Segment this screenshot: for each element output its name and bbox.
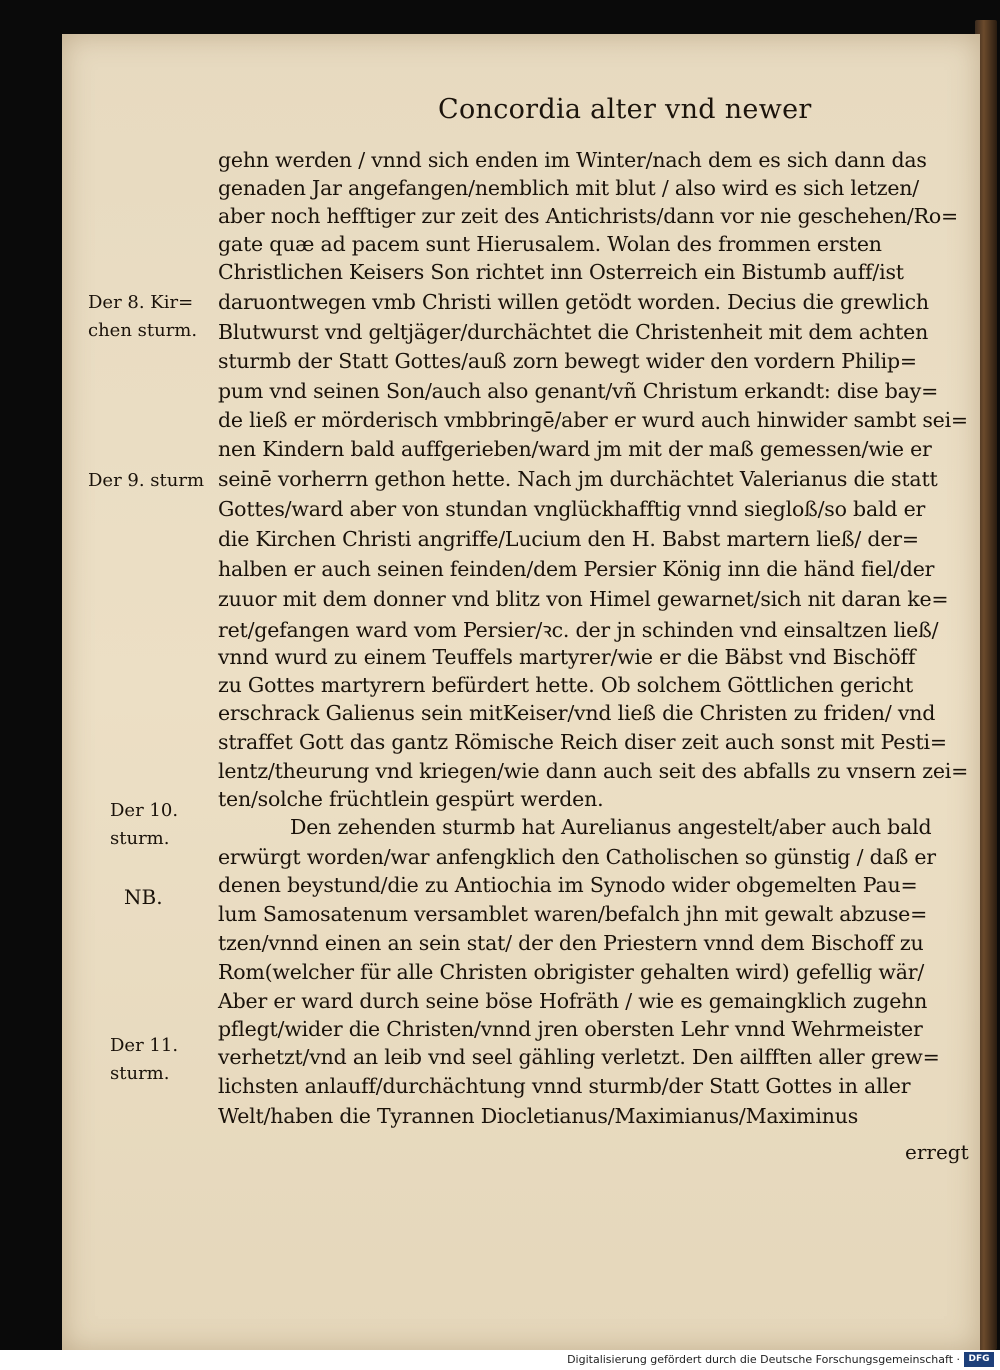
margin-note: sturm.	[110, 828, 170, 849]
text-line: lum Samosatenum versamblet waren/befalch jhn mit gewalt abzuse=	[218, 902, 928, 926]
text-line: pflegt/wider die Christen/vnnd jren obersten Lehr vnnd Wehrmeister	[218, 1017, 923, 1041]
text-line: zu Gottes martyrern befürdert hette. Ob solchem Göttlichen gericht	[218, 673, 914, 697]
text-line: zuuor mit dem donner vnd blitz von Himel gewarnet/sich nit daran ke=	[218, 587, 949, 611]
text-line: aber noch hefftiger zur zeit des Antichrists/dann vor nie geschehen/Ro=	[218, 204, 958, 228]
dfg-logo: DFG	[964, 1352, 994, 1367]
text-line: de ließ er mörderisch vmbbringē/aber er wurd auch hinwider sambt sei=	[218, 408, 968, 432]
running-head: Concordia alter vnd newer	[438, 94, 812, 125]
text-line: gehn werden / vnnd sich enden im Winter/nach dem es sich dann das	[218, 148, 927, 172]
text-line: tzen/vnnd einen an sein stat/ der den Priestern vnnd dem Bischoff zu	[218, 931, 924, 955]
text-line: Christlichen Keisers Son richtet inn Osterreich ein Bistumb auff/ist	[218, 260, 904, 284]
text-line: pum vnd seinen Son/auch also genant/vñ Christum erkandt: dise bay=	[218, 379, 939, 403]
margin-note: Der 9. sturm	[88, 470, 205, 491]
text-line: Aber er ward durch seine böse Hofräth / wie es gemaingklich zugehn	[218, 989, 928, 1013]
text-line: die Kirchen Christi angriffe/Lucium den H. Babst martern ließ/ der=	[218, 527, 919, 551]
text-line: erwürgt worden/war anfengklich den Catholischen so günstig / daß er	[218, 845, 936, 869]
text-line: sturmb der Statt Gottes/auß zorn bewegt wider den vordern Philip=	[218, 349, 917, 373]
text-line: gate quæ ad pacem sunt Hierusalem. Wolan des frommen ersten	[218, 232, 882, 256]
text-line: Den zehenden sturmb hat Aurelianus angestelt/aber auch bald	[290, 815, 932, 839]
digitization-footer	[0, 1350, 1000, 1370]
text-line: daruontwegen vmb Christi willen getödt worden. Decius die grewlich	[218, 290, 929, 314]
margin-note: chen sturm.	[88, 320, 198, 341]
text-line: Rom(welcher für alle Christen obrigister gehalten wird) gefellig wär/	[218, 960, 925, 984]
text-line: ret/gefangen ward vom Persier/ꝛc. der jn schinden vnd einsaltzen ließ/	[218, 618, 939, 642]
text-line: straffet Gott das gantz Römische Reich diser zeit auch sonst mit Pesti=	[218, 730, 947, 754]
catchword: erregt	[905, 1140, 969, 1164]
text-line: halben er auch seinen feinden/dem Persier König inn die händ fiel/der	[218, 557, 935, 581]
text-line: Welt/haben die Tyrannen Diocletianus/Maximianus/Maximinus	[218, 1104, 859, 1128]
text-line: vnnd wurd zu einem Teuffels martyrer/wie er die Bäbst vnd Bischöff	[218, 645, 916, 669]
text-line: genaden Jar angefangen/nemblich mit blut / also wird es sich letzen/	[218, 176, 919, 200]
text-line: denen beystund/die zu Antiochia im Synodo wider obgemelten Pau=	[218, 873, 918, 897]
text-line: Blutwurst vnd geltjäger/durchächtet die Christenheit mit dem achten	[218, 320, 929, 344]
margin-note: sturm.	[110, 1063, 170, 1084]
margin-note: Der 8. Kir=	[88, 292, 194, 313]
margin-note-nb: NB.	[124, 885, 163, 909]
text-line: nen Kindern bald auffgerieben/ward jm mit der maß gemessen/wie er	[218, 437, 932, 461]
text-line: ten/solche früchtlein gespürt werden.	[218, 787, 604, 811]
funding-credit: Digitalisierung gefördert durch die Deutsche Forschungsgemeinschaft ·	[567, 1353, 960, 1366]
text-line: lichsten anlauff/durchächtung vnnd sturmb/der Statt Gottes in aller	[218, 1074, 911, 1098]
text-line: seinē vorherrn gethon hette. Nach jm durchächtet Valerianus die statt	[218, 467, 938, 491]
text-line: verhetzt/vnd an leib vnd seel gähling verletzt. Den ailfften aller grew=	[218, 1045, 940, 1069]
margin-note: Der 11.	[110, 1035, 179, 1056]
text-line: erschrack Galienus sein mitKeiser/vnd ließ die Christen zu friden/ vnd	[218, 701, 936, 725]
margin-note: Der 10.	[110, 800, 179, 821]
text-line: lentz/theurung vnd kriegen/wie dann auch seit des abfalls zu vnsern zei=	[218, 759, 969, 783]
text-line: Gottes/ward aber von stundan vnglückhafftig vnnd siegloß/so bald er	[218, 497, 926, 521]
